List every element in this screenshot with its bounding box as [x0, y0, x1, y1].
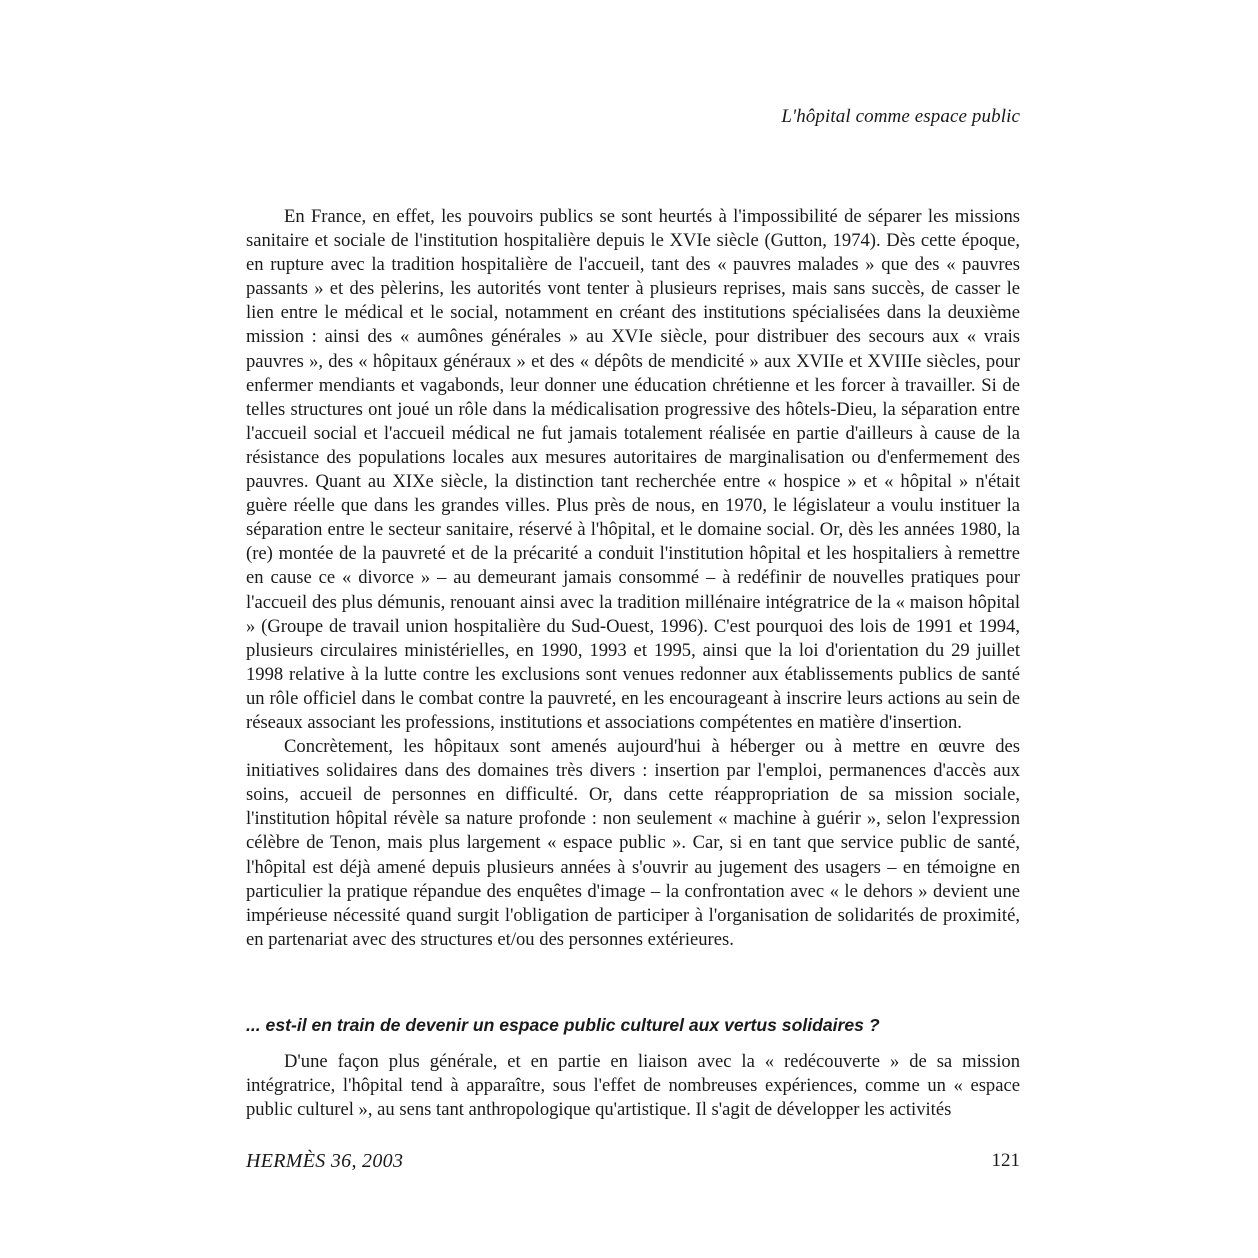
- section-heading: ... est-il en train de devenir un espace public culturel aux vertus solidaires ?: [246, 1015, 880, 1035]
- paragraph: D'une façon plus générale, et en partie en liaison avec la « redécouverte » de sa mission intégratrice, l'hôpital tend à apparaître, sous l'effet de nombreuses expériences, comme un « espace public culturel », au sens tant anthropologique qu'artistique. Il s'agit de développer les activités: [246, 1051, 1020, 1121]
- main-text-block: [246, 205, 1020, 952]
- footer-journal: HERMÈS 36, 2003: [246, 1150, 404, 1172]
- paragraph: Concrètement, les hôpitaux sont amenés aujourd'hui à héberger ou à mettre en œuvre des initiatives solidaires dans des domaines très divers : insertion par l'emploi, permanences d'accès aux soins, accueil de personnes en difficulté. Or, dans cette réappropriation de sa mission sociale, l'institution hôpital révèle sa nature profonde : non seulement « machine à guérir », selon l'expression célèbre de Tenon, mais plus largement « espace public ». Car, si en tant que service public de santé, l'hôpital est déjà amené depuis plusieurs années à s'ouvrir au jugement des usagers – en témoigne en particulier la pratique répandue des enquêtes d'image – la confrontation avec « le dehors » devient une impérieuse nécessité quand surgit l'obligation de participer à l'organisation de solidarités de proximité, en partenariat avec des structures et/ou des personnes extérieures.: [246, 736, 1020, 950]
- paragraph: En France, en effet, les pouvoirs publics se sont heurtés à l'impossibilité de séparer les missions sanitaire et sociale de l'institution hospitalière depuis le XVIe siècle (Gutton, 1974). Dès cette époque, en rupture avec la tradition hospitalière de l'accueil, tant des « pauvres malades » que des « pauvres passants » et des pèlerins, les autorités vont tenter à plusieurs reprises, mais sans succès, de casser le lien entre le médical et le social, notamment en créant des institutions spécialisées dans la deuxième mission : ainsi des « aumônes générales » au XVIe siècle, pour distribuer des secours aux « vrais pauvres », des « hôpitaux généraux » et des « dépôts de mendicité » aux XVIIe et XVIIIe siècles, pour enfermer mendiants et vagabonds, leur donner une éducation chrétienne et les forcer à travailler. Si de telles structures ont joué un rôle dans la médicalisation progressive des hôtels-Dieu, la séparation entre l'accueil social et l'accueil médical ne fut jamais totalement réalisée en partie d'ailleurs à cause de la résistance des populations locales aux mesures autoritaires de marginalisation ou d'enfermement des pauvres. Quant au XIXe siècle, la distinction tant recherchée entre « hospice » et « hôpital » n'était guère réelle que dans les grandes villes. Plus près de nous, en 1970, le législateur a voulu instituer la séparation entre le secteur sanitaire, réservé à l'hôpital, et le domaine social. Or, dès les années 1980, la (re) montée de la pauvreté et de la précarité a conduit l'institution hôpital et les hospitaliers à remettre en cause ce « divorce » – au demeurant jamais consommé – à redéfinir de nouvelles pratiques pour l'accueil des plus démunis, renouant ainsi avec la tradition millénaire intégratrice de la « maison hôpital » (Groupe de travail union hospitalière du Sud-Ouest, 1996). C'est pourquoi des lois de 1991 et 1994, plusieurs circulaires ministérielles, en 1990, 1993 et 1995, ainsi que la loi d'orientation du 29 juillet 1998 relative à la lutte contre les exclusions sont venues redonner aux établissements publics de santé un rôle officiel dans le combat contre la pauvreté, en les encourageant à inscrire leurs actions au sein de réseaux associant les professions, institutions et associations compétentes en matière d'insertion.: [246, 206, 1020, 733]
- running-title: L'hôpital comme espace public: [781, 106, 1020, 127]
- page-number: 121: [991, 1150, 1020, 1171]
- second-text-block: [246, 1050, 1020, 1122]
